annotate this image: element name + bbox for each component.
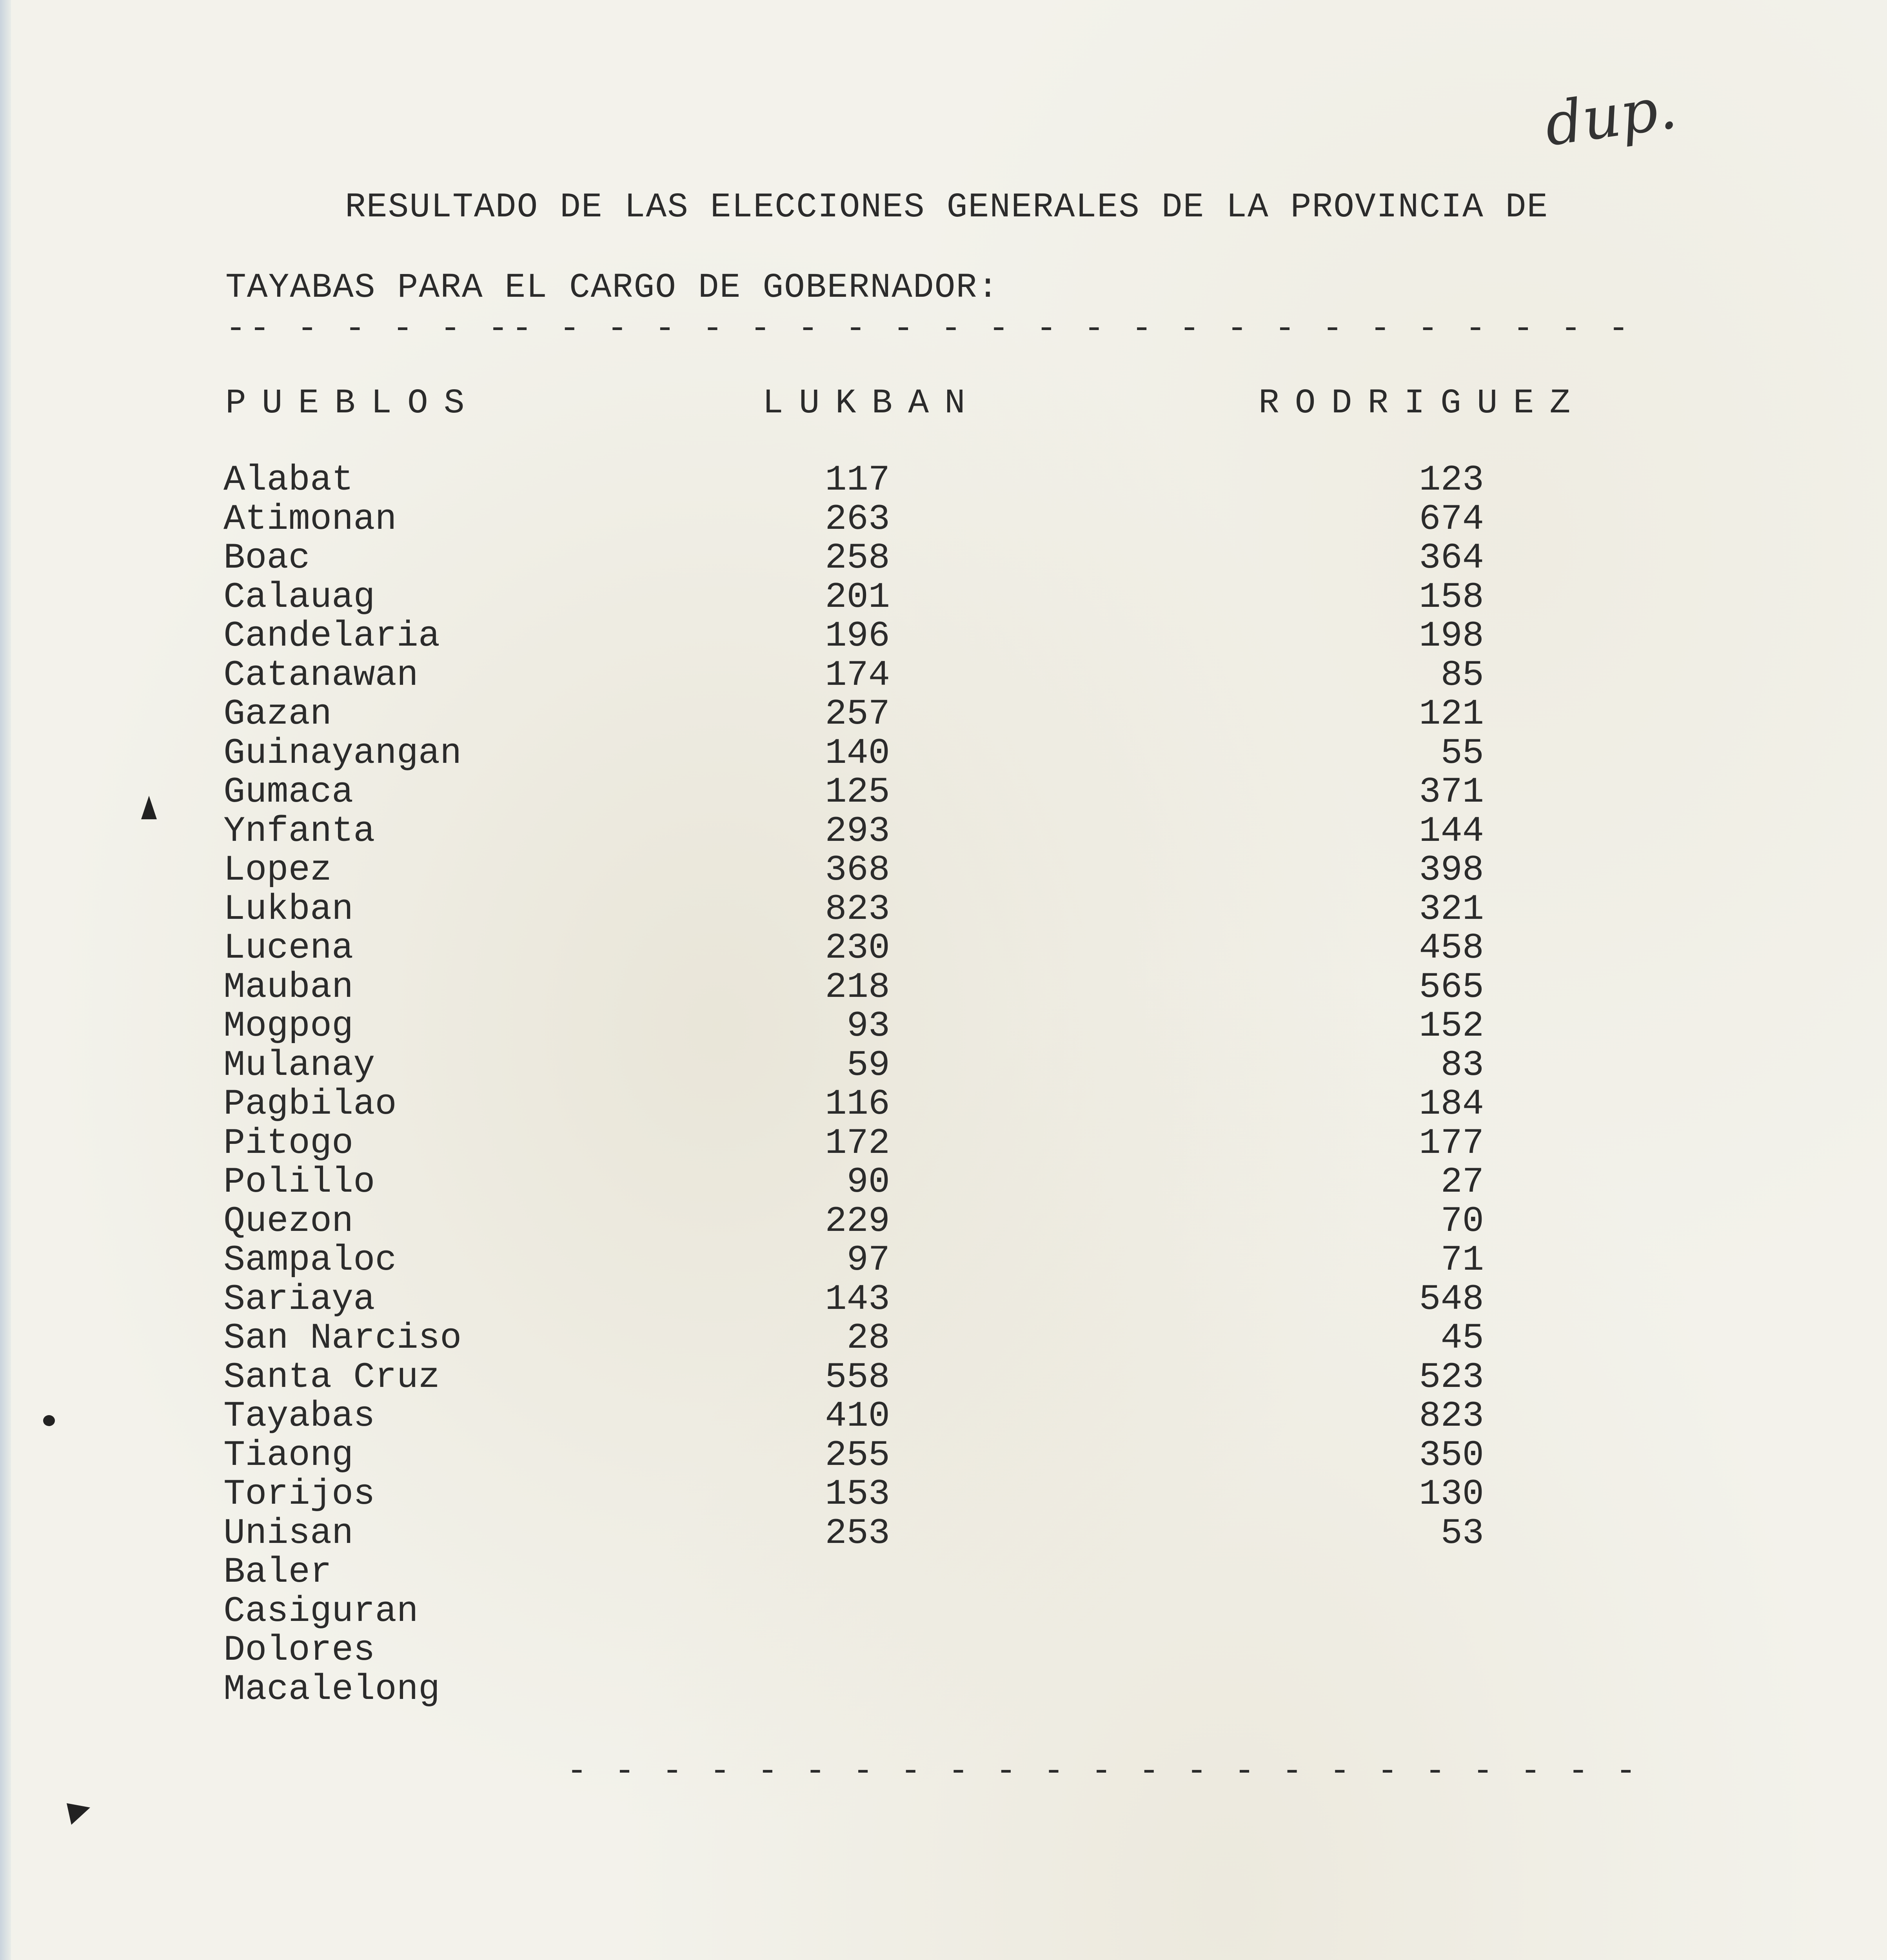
rodriguez-votes: 123 [1419, 459, 1484, 501]
pueblo-name: Polillo [223, 1161, 375, 1203]
table-row [0, 1202, 1887, 1241]
pueblo-name: Sampaloc [223, 1240, 397, 1281]
pueblo-name: Tayabas [223, 1396, 375, 1437]
table-row [0, 1007, 1887, 1046]
rodriguez-votes: 144 [1419, 810, 1484, 852]
pueblo-name: Sariaya [223, 1278, 375, 1320]
rodriguez-votes: 548 [1419, 1278, 1484, 1320]
table-row [0, 1280, 1887, 1319]
table-row [0, 929, 1887, 968]
rodriguez-votes: 27 [1440, 1161, 1484, 1203]
pueblo-name: Pitogo [223, 1122, 354, 1164]
lukban-votes: 196 [825, 615, 890, 657]
pueblo-name: Atimonan [223, 498, 397, 540]
lukban-votes: 117 [825, 459, 890, 501]
table-row [0, 1436, 1887, 1475]
pueblo-name: Candelaria [223, 615, 440, 657]
header-lukban: LUKBAN [763, 384, 981, 423]
table-row [0, 890, 1887, 929]
lukban-votes: 263 [825, 498, 890, 540]
rodriguez-votes: 53 [1440, 1512, 1484, 1554]
punch-mark [67, 1803, 90, 1825]
rodriguez-votes: 152 [1419, 1005, 1484, 1047]
pueblo-name: Casiguran [223, 1590, 418, 1632]
rodriguez-votes: 823 [1419, 1396, 1484, 1437]
rodriguez-votes: 130 [1419, 1474, 1484, 1515]
lukban-votes: 97 [846, 1240, 890, 1281]
rodriguez-votes: 85 [1440, 654, 1484, 696]
header-rodriguez: RODRIGUEZ [1259, 384, 1586, 423]
lukban-votes: 293 [825, 810, 890, 852]
pueblo-name: Lopez [223, 849, 332, 891]
pueblo-name: Baler [223, 1552, 332, 1593]
rodriguez-votes: 565 [1419, 966, 1484, 1008]
pueblo-name: Santa Cruz [223, 1356, 440, 1398]
table-row [0, 1397, 1887, 1436]
table-row [0, 812, 1887, 851]
table-row [0, 617, 1887, 656]
rodriguez-votes: 177 [1419, 1122, 1484, 1164]
rodriguez-votes: 321 [1419, 888, 1484, 930]
pueblo-name: San Narciso [223, 1318, 462, 1359]
table-row [0, 1553, 1887, 1592]
pueblo-name: Guinayangan [223, 732, 462, 774]
separator-bottom: - - - - - - - - - - - - - - - - - - - - - - - [567, 1752, 1640, 1791]
table-row [0, 1163, 1887, 1202]
lukban-votes: 90 [846, 1161, 890, 1203]
pueblo-name: Mulanay [223, 1044, 375, 1086]
table-row [0, 500, 1887, 539]
table-row [0, 851, 1887, 890]
table-row [0, 695, 1887, 734]
pueblo-name: Tiaong [223, 1434, 354, 1476]
pueblo-name: Calauag [223, 576, 375, 618]
table-row [0, 1085, 1887, 1124]
pueblo-name: Lukban [223, 888, 354, 930]
rodriguez-votes: 55 [1440, 732, 1484, 774]
table-row [0, 734, 1887, 773]
lukban-votes: 140 [825, 732, 890, 774]
table-row [0, 1592, 1887, 1631]
lukban-votes: 410 [825, 1396, 890, 1437]
pueblo-name: Pagbilao [223, 1083, 397, 1125]
lukban-votes: 229 [825, 1200, 890, 1242]
rodriguez-votes: 458 [1419, 927, 1484, 969]
lukban-votes: 253 [825, 1512, 890, 1554]
table-row [0, 1046, 1887, 1085]
pueblo-name: Mauban [223, 966, 354, 1008]
pueblo-name: Ynfanta [223, 810, 375, 852]
lukban-votes: 116 [825, 1083, 890, 1125]
table-row [0, 461, 1887, 500]
table-row [0, 1670, 1887, 1709]
rodriguez-votes: 371 [1419, 771, 1484, 813]
table-row [0, 968, 1887, 1007]
lukban-votes: 28 [846, 1318, 890, 1359]
rodriguez-votes: 70 [1440, 1200, 1484, 1242]
lukban-votes: 93 [846, 1005, 890, 1047]
rodriguez-votes: 83 [1440, 1044, 1484, 1086]
lukban-votes: 255 [825, 1434, 890, 1476]
punch-mark [43, 1415, 55, 1426]
table-row [0, 773, 1887, 812]
table-row [0, 1358, 1887, 1397]
handwritten-annotation: dup. [1540, 73, 1681, 160]
table-row [0, 1241, 1887, 1280]
pueblo-name: Alabat [223, 459, 354, 501]
lukban-votes: 823 [825, 888, 890, 930]
table-row [0, 1124, 1887, 1163]
pueblo-name: Unisan [223, 1512, 354, 1554]
pueblo-name: Quezon [223, 1200, 354, 1242]
rodriguez-votes: 184 [1419, 1083, 1484, 1125]
rodriguez-votes: 350 [1419, 1434, 1484, 1476]
header-pueblos: PUEBLOS [225, 384, 480, 423]
table-row [0, 1631, 1887, 1670]
lukban-votes: 143 [825, 1278, 890, 1320]
rodriguez-votes: 71 [1440, 1240, 1484, 1281]
pueblo-name: Macalelong [223, 1668, 440, 1710]
rodriguez-votes: 523 [1419, 1356, 1484, 1398]
table-row [0, 539, 1887, 578]
pueblo-name: Torijos [223, 1474, 375, 1515]
rodriguez-votes: 674 [1419, 498, 1484, 540]
table-row [0, 656, 1887, 695]
lukban-votes: 258 [825, 537, 890, 579]
lukban-votes: 257 [825, 693, 890, 735]
lukban-votes: 558 [825, 1356, 890, 1398]
lukban-votes: 125 [825, 771, 890, 813]
rodriguez-votes: 398 [1419, 849, 1484, 891]
lukban-votes: 172 [825, 1122, 890, 1164]
title-line-2: TAYABAS PARA EL CARGO DE GOBERNADOR: [225, 269, 999, 307]
lukban-votes: 368 [825, 849, 890, 891]
rodriguez-votes: 198 [1419, 615, 1484, 657]
lukban-votes: 153 [825, 1474, 890, 1515]
rodriguez-votes: 364 [1419, 537, 1484, 579]
lukban-votes: 218 [825, 966, 890, 1008]
lukban-votes: 174 [825, 654, 890, 696]
rodriguez-votes: 45 [1440, 1318, 1484, 1359]
rodriguez-votes: 158 [1419, 576, 1484, 618]
pueblo-name: Mogpog [223, 1005, 354, 1047]
pueblo-name: Gumaca [223, 771, 354, 813]
table-row [0, 578, 1887, 617]
lukban-votes: 230 [825, 927, 890, 969]
table-row [0, 1319, 1887, 1358]
pueblo-name: Dolores [223, 1630, 375, 1671]
table-row [0, 1514, 1887, 1553]
pueblo-name: Lucena [223, 927, 354, 969]
pueblo-name: Catanawan [223, 654, 418, 696]
separator-top: -- - - - - -- - - - - - - - - - - - - - - - - - - - - - - - [225, 310, 1632, 348]
results-table [0, 461, 1887, 1709]
lukban-votes: 201 [825, 576, 890, 618]
pueblo-name: Boac [223, 537, 310, 579]
lukban-votes: 59 [846, 1044, 890, 1086]
rodriguez-votes: 121 [1419, 693, 1484, 735]
title-line-1: RESULTADO DE LAS ELECCIONES GENERALES DE LA PROVINCIA DE [345, 188, 1549, 227]
pueblo-name: Gazan [223, 693, 332, 735]
table-row [0, 1475, 1887, 1514]
